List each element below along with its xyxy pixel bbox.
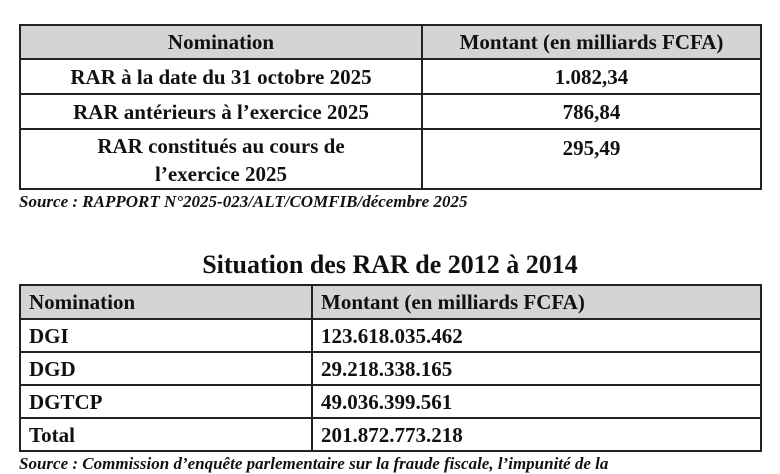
column-header-montant: Montant (en milliards FCFA) bbox=[422, 25, 761, 59]
row-value: 29.218.338.165 bbox=[312, 352, 761, 385]
table-header-row bbox=[20, 25, 761, 59]
row-value: 49.036.399.561 bbox=[312, 385, 761, 418]
row-label-line: l’exercice 2025 bbox=[155, 162, 287, 186]
row-value: 786,84 bbox=[422, 94, 761, 129]
table-row bbox=[20, 94, 761, 129]
row-label: Total bbox=[20, 418, 312, 451]
row-label-line: RAR constitués au cours de bbox=[97, 134, 345, 158]
row-value: 1.082,34 bbox=[422, 59, 761, 94]
table-row bbox=[20, 129, 761, 189]
row-value: 201.872.773.218 bbox=[312, 418, 761, 451]
row-label: DGTCP bbox=[20, 385, 312, 418]
table-title: Situation des RAR de 2012 à 2014 bbox=[202, 250, 578, 279]
row-value: 295,49 bbox=[422, 129, 761, 189]
table-source-note: Source : RAPPORT N°2025-023/ALT/COMFIB/décembre 2025 bbox=[19, 192, 468, 211]
table-row bbox=[20, 385, 761, 418]
rar-2025-table bbox=[19, 24, 762, 190]
row-label-multiline bbox=[20, 129, 422, 189]
table-row-total bbox=[20, 418, 761, 451]
column-header-nomination: Nomination bbox=[20, 25, 422, 59]
table-header-row bbox=[20, 285, 761, 319]
row-label: RAR antérieurs à l’exercice 2025 bbox=[20, 94, 422, 129]
column-header-nomination: Nomination bbox=[20, 285, 312, 319]
row-label: DGD bbox=[20, 352, 312, 385]
row-label: DGI bbox=[20, 319, 312, 352]
table-source-note: Source : Commission d’enquête parlementaire sur la fraude fiscale, l’impunité de la bbox=[19, 454, 609, 473]
table-row bbox=[20, 319, 761, 352]
row-value: 123.618.035.462 bbox=[312, 319, 761, 352]
column-header-montant: Montant (en milliards FCFA) bbox=[312, 285, 761, 319]
table-row bbox=[20, 59, 761, 94]
table-row bbox=[20, 352, 761, 385]
row-label: RAR à la date du 31 octobre 2025 bbox=[20, 59, 422, 94]
rar-2012-2014-table bbox=[19, 284, 762, 452]
